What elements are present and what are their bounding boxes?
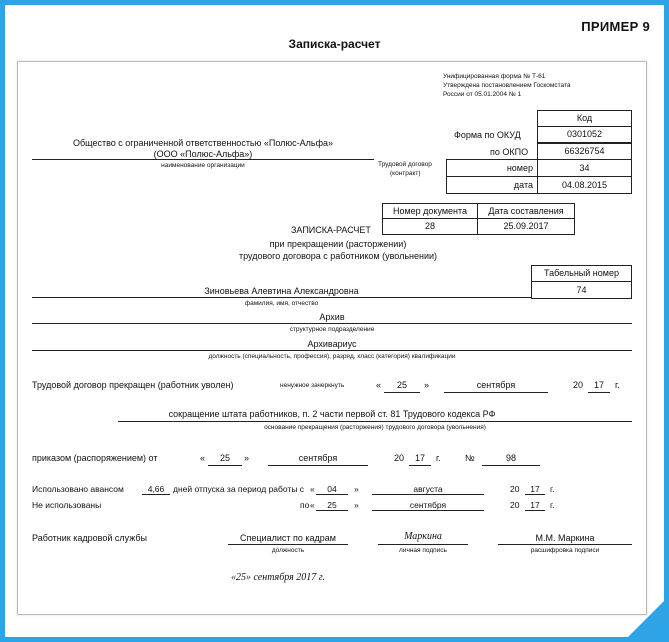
vacation-from-day: 04 <box>327 484 337 494</box>
tab-number-cell: 74 <box>531 281 632 299</box>
termination-reason-caption: основание прекращения (расторжения) трудового договора (увольнения) <box>264 424 486 431</box>
vacation-days: 4,66 <box>147 484 165 494</box>
okpo-value-cell: 66326754 <box>537 143 632 160</box>
vacation-from-year-prefix: 20 <box>510 484 520 494</box>
unified-form-line1: Унифицированная форма № Т-61 <box>443 73 546 80</box>
vacation-to-day-underline <box>316 510 348 511</box>
department-caption: структурное подразделение <box>289 326 375 333</box>
order-label: приказом (распоряжением) от <box>32 453 158 463</box>
page-title: Записка-расчет <box>288 37 381 51</box>
termination-year-prefix: 20 <box>573 380 584 390</box>
termination-label: Трудовой договор прекращен (работник уволен) <box>32 380 234 390</box>
document-title: ЗАПИСКА-РАСЧЕТ <box>291 225 371 235</box>
vacation-to-day: 25 <box>327 500 337 510</box>
signature-caption: личная подпись <box>399 547 447 554</box>
position-underline <box>32 350 632 351</box>
vacation-to-year-underline <box>525 510 545 511</box>
termination-month: сентября <box>476 380 516 390</box>
signature-handwritten: Маркина <box>404 531 442 542</box>
termination-year-underline <box>588 392 610 393</box>
vacation-to-year-unit: г. <box>550 500 555 510</box>
contract-label-line2: (контракт) <box>390 170 421 177</box>
vacation-to-month: сентября <box>409 500 447 510</box>
contract-date-cell: 04.08.2015 <box>537 176 632 194</box>
unified-form-line3: России от 05.01.2004 № 1 <box>443 91 522 98</box>
vacation-to-label: по <box>300 500 310 510</box>
document-subtitle-line2: трудового договора с работником (увольнении) <box>238 251 438 261</box>
signature-underline <box>378 544 468 545</box>
vacation-days-underline <box>142 494 170 495</box>
contract-number-cell: 34 <box>537 159 632 177</box>
employee-name-underline <box>32 297 531 298</box>
vacation-from-month-underline <box>372 494 484 495</box>
position-value: Архивариус <box>307 339 357 349</box>
doc-date-header: Дата составления <box>477 203 575 219</box>
code-header-cell: Код <box>537 110 632 127</box>
termination-day: 25 <box>396 380 407 390</box>
contract-number-label-cell: номер <box>446 159 538 177</box>
order-month-underline <box>268 465 368 466</box>
order-year-underline <box>409 465 431 466</box>
org-name-underline <box>32 159 374 160</box>
unified-form-line2: Утверждена постановлением Госкомстата <box>443 82 571 89</box>
order-year-unit: г. <box>436 453 441 463</box>
termination-quote-open: « <box>376 380 382 390</box>
vacation-days-text: дней отпуска за период работы с <box>173 484 305 494</box>
signer-position: Специалист по кадрам <box>240 533 336 543</box>
termination-reason-underline <box>118 421 632 422</box>
vacation-used-label: Использовано авансом <box>32 484 124 494</box>
doc-date-cell: 25.09.2017 <box>477 218 575 235</box>
contract-label-line1: Трудовой договор <box>378 161 432 168</box>
position-caption: должность (специальность, профессия), разряд, класс (категория) квалификации <box>208 353 456 360</box>
vacation-to-quote-close: » <box>354 500 359 510</box>
termination-month-underline <box>444 392 548 393</box>
document-subtitle-line1: при прекращении (расторжении) <box>269 239 407 249</box>
okpo-label: по ОКПО <box>490 147 529 157</box>
document-sheet <box>17 61 647 615</box>
signature-decoded-underline <box>498 544 632 545</box>
signer-position-underline <box>228 544 348 545</box>
order-day: 25 <box>219 453 230 463</box>
termination-day-underline <box>384 392 420 393</box>
page-corner-fold <box>623 596 669 642</box>
signer-position-caption: должность <box>271 547 305 554</box>
org-name-line2: (ООО «Полюс-Альфа») <box>153 149 253 159</box>
vacation-from-year-unit: г. <box>550 484 555 494</box>
order-number-underline <box>482 465 540 466</box>
hr-worker-label: Работник кадровой службы <box>32 533 147 543</box>
department-underline <box>32 323 632 324</box>
contract-date-label-cell: дата <box>446 176 538 194</box>
vacation-not-used-label: Не использованы <box>32 500 102 510</box>
vacation-to-year-prefix: 20 <box>510 500 520 510</box>
vacation-to-year-suffix: 17 <box>530 500 540 510</box>
okud-value-cell: 0301052 <box>537 126 632 143</box>
order-number: 98 <box>505 453 516 463</box>
order-quote-open: « <box>200 453 206 463</box>
termination-quote-close: » <box>424 380 430 390</box>
signature-decoded-caption: расшифровка подписи <box>530 547 600 554</box>
vacation-from-month: августа <box>413 484 443 494</box>
termination-year-unit: г. <box>615 380 620 390</box>
department-value: Архив <box>319 312 345 322</box>
vacation-from-quote-close: » <box>354 484 359 494</box>
order-month: сентября <box>298 453 338 463</box>
order-day-underline <box>208 465 242 466</box>
employee-name-caption: фамилия, имя, отчество <box>244 300 319 307</box>
okud-label: Форма по ОКУД <box>454 130 521 140</box>
termination-reason: сокращение штата работников, п. 2 части первой ст. 81 Трудового кодекса РФ <box>168 409 496 419</box>
termination-year-suffix: 17 <box>593 380 604 390</box>
order-number-sign: № <box>465 453 475 463</box>
strike-note: ненужное зачеркнуть <box>280 382 345 389</box>
order-year-prefix: 20 <box>394 453 405 463</box>
signature-date: «25» сентября 2017 г. <box>231 572 326 583</box>
vacation-from-day-underline <box>316 494 348 495</box>
employee-full-name: Зиновьева Алевтина Александровна <box>204 286 359 296</box>
vacation-to-month-underline <box>372 510 484 511</box>
order-year-suffix: 17 <box>414 453 425 463</box>
vacation-to-quote-open: « <box>310 500 315 510</box>
example-label: ПРИМЕР 9 <box>581 19 650 34</box>
org-name-line1: Общество с ограниченной ответственностью «Полюс-Альфа» <box>72 138 334 148</box>
vacation-from-quote-open: « <box>310 484 315 494</box>
vacation-from-year-underline <box>525 494 545 495</box>
order-quote-close: » <box>244 453 250 463</box>
doc-number-header: Номер документа <box>382 203 478 219</box>
org-caption: наименование организации <box>161 162 245 169</box>
tab-number-header: Табельный номер <box>531 265 632 282</box>
vacation-from-year-suffix: 17 <box>530 484 540 494</box>
signature-decoded: М.М. Маркина <box>535 533 595 543</box>
doc-number-cell: 28 <box>382 218 478 235</box>
